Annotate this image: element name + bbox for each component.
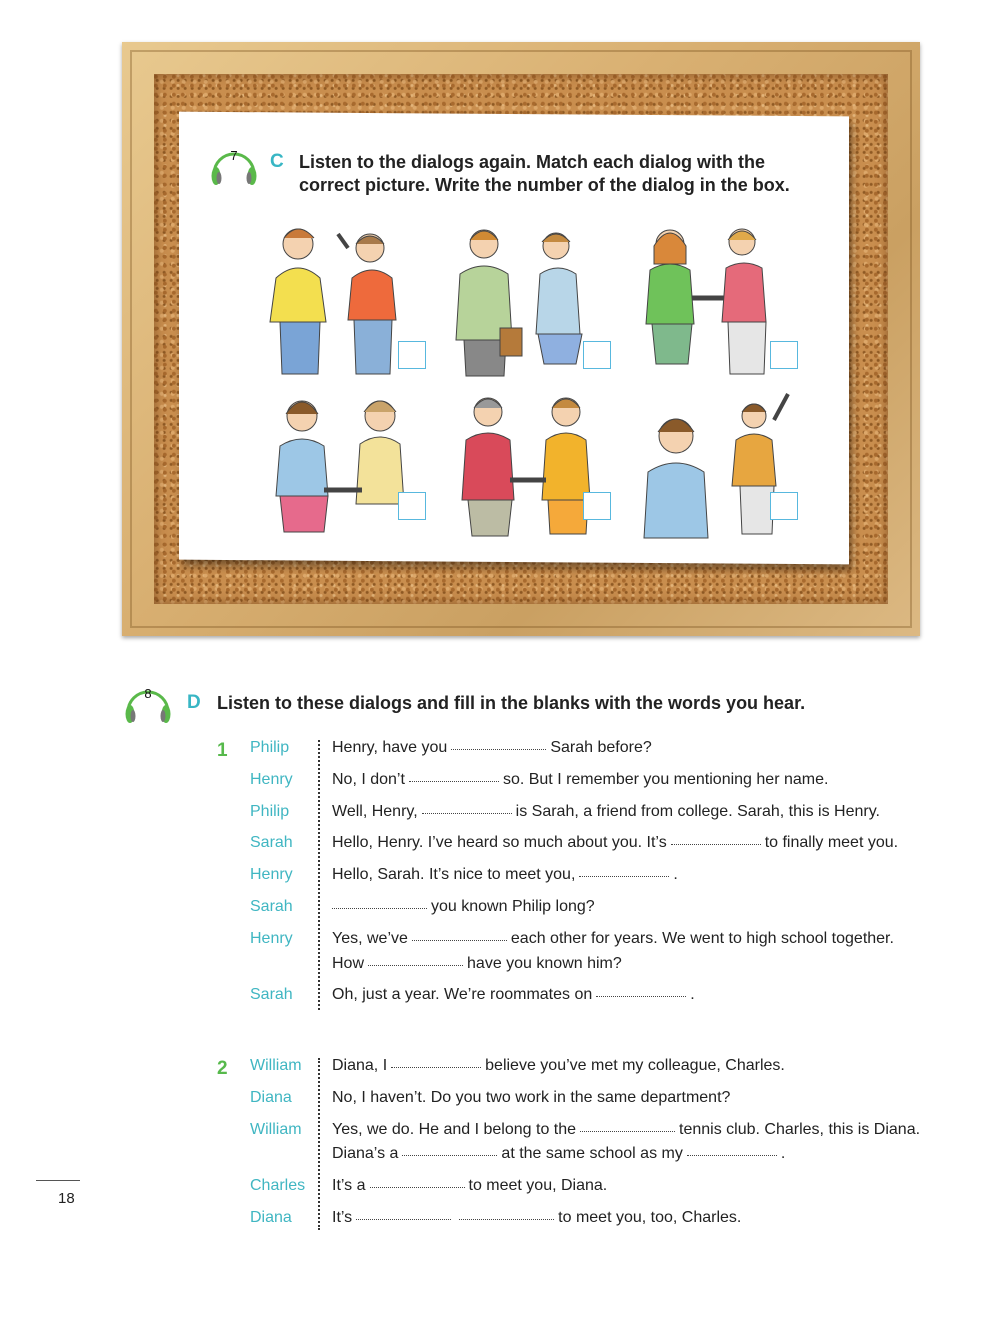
line-text: Hello, Sarah. It’s nice to meet you, [332, 866, 576, 883]
line-text: believe you’ve met my colleague, Charles. [485, 1057, 785, 1074]
line-text: Diana’s a [332, 1145, 399, 1162]
dialog-line [332, 930, 894, 948]
section-letter-d: D [187, 692, 201, 713]
blank-field[interactable] [580, 1130, 675, 1132]
speaker-name: Diana [250, 1089, 292, 1106]
blank-field[interactable] [368, 964, 463, 966]
speaker-name: Sarah [250, 834, 293, 851]
line-text: Sarah before? [550, 739, 652, 756]
section-d-instruction: Listen to these dialogs and fill in the blanks with the words you hear. [217, 693, 806, 713]
dialog-line [332, 803, 880, 821]
speaker-name: Diana [250, 1209, 292, 1226]
speaker-name: Sarah [250, 898, 293, 915]
dotted-divider [318, 1058, 320, 1230]
line-text: tennis club. Charles, this is Diana. [679, 1121, 921, 1138]
answer-box[interactable] [398, 341, 426, 369]
line-text: have you known him? [467, 955, 622, 972]
line-text: to finally meet you. [764, 834, 899, 851]
blank-field[interactable] [412, 939, 507, 941]
speaker-name: Philip [250, 803, 290, 820]
speaker-name: Philip [250, 739, 290, 756]
line-text: It’s [332, 1209, 353, 1226]
answer-box[interactable] [583, 492, 611, 520]
dialog-line: No, I haven’t. Do you two work in the same department? [332, 1089, 731, 1106]
line-text: to meet you, too, Charles. [558, 1209, 742, 1226]
page-number-rule [36, 1180, 80, 1181]
dialog-line [332, 986, 695, 1004]
dialog-line-continued [332, 955, 622, 973]
page-number: 18 [58, 1190, 75, 1207]
dialog-line [332, 866, 678, 884]
speaker-name: Henry [250, 866, 293, 883]
line-text: you known Philip long? [431, 898, 595, 915]
blank-field[interactable] [451, 748, 546, 750]
dialog-line [332, 1209, 741, 1227]
dialog-line [332, 771, 828, 789]
speaker-name: Sarah [250, 986, 293, 1003]
blank-field[interactable] [671, 843, 761, 845]
headphones-icon [120, 672, 176, 728]
speaker-name: William [250, 1121, 302, 1138]
line-text: Hello, Henry. I’ve heard so much about you. It’s [332, 834, 667, 851]
instruction-line: correct picture. Write the number of the dialog in the box. [299, 175, 790, 195]
line-text: . [780, 1145, 786, 1162]
track-number: 7 [230, 148, 238, 163]
blank-field[interactable] [356, 1218, 451, 1220]
track-number: 8 [144, 686, 152, 701]
speaker-name: Henry [250, 771, 293, 788]
blank-field[interactable] [391, 1066, 481, 1068]
blank-field[interactable] [459, 1218, 554, 1220]
answer-box[interactable] [770, 492, 798, 520]
dialog-number: 2 [217, 1058, 228, 1079]
line-text: so. But I remember you mentioning her name. [502, 771, 829, 788]
dialog-line [332, 739, 652, 757]
section-c-instruction [299, 151, 790, 197]
line-text: Well, Henry, [332, 803, 418, 820]
blank-field[interactable] [409, 780, 499, 782]
dialog-line [332, 1121, 920, 1139]
blank-field[interactable] [332, 907, 427, 909]
speaker-name: William [250, 1057, 302, 1074]
blank-field[interactable] [370, 1186, 465, 1188]
line-text: Diana, I [332, 1057, 388, 1074]
speaker-name: Henry [250, 930, 293, 947]
line-text: Henry, have you [332, 739, 448, 756]
dialog-line [332, 898, 595, 916]
answer-box[interactable] [583, 341, 611, 369]
speaker-name: Charles [250, 1177, 306, 1194]
blank-field[interactable] [422, 812, 512, 814]
line-text: . [673, 866, 678, 883]
line-text: Yes, we’ve [332, 930, 408, 947]
blank-field[interactable] [579, 875, 669, 877]
dialog-number: 1 [217, 740, 228, 761]
answer-box[interactable] [398, 492, 426, 520]
line-text: . [690, 986, 695, 1003]
line-text: is Sarah, a friend from college. Sarah, this is Henry. [515, 803, 880, 820]
blank-field[interactable] [402, 1154, 497, 1156]
line-text: Oh, just a year. We’re roommates on [332, 986, 593, 1003]
blank-field[interactable] [687, 1154, 777, 1156]
line-text: to meet you, Diana. [468, 1177, 608, 1194]
answer-box[interactable] [770, 341, 798, 369]
dotted-divider [318, 740, 320, 1010]
blank-field[interactable] [596, 995, 686, 997]
headphones-icon [206, 134, 262, 190]
line-text: It’s a [332, 1177, 366, 1194]
instruction-line: Listen to the dialogs again. Match each dialog with the [299, 152, 766, 172]
dialog-line [332, 1177, 607, 1195]
section-letter-c: C [270, 151, 284, 172]
line-text: at the same school as my [501, 1145, 683, 1162]
line-text: No, I don’t [332, 771, 405, 788]
line-text: Yes, we do. He and I belong to the [332, 1121, 577, 1138]
dialog-line [332, 1057, 785, 1075]
line-text: each other for years. We went to high school together. [510, 930, 894, 947]
dialog-line [332, 834, 898, 852]
dialog-line-continued [332, 1145, 785, 1163]
line-text: How [332, 955, 365, 972]
